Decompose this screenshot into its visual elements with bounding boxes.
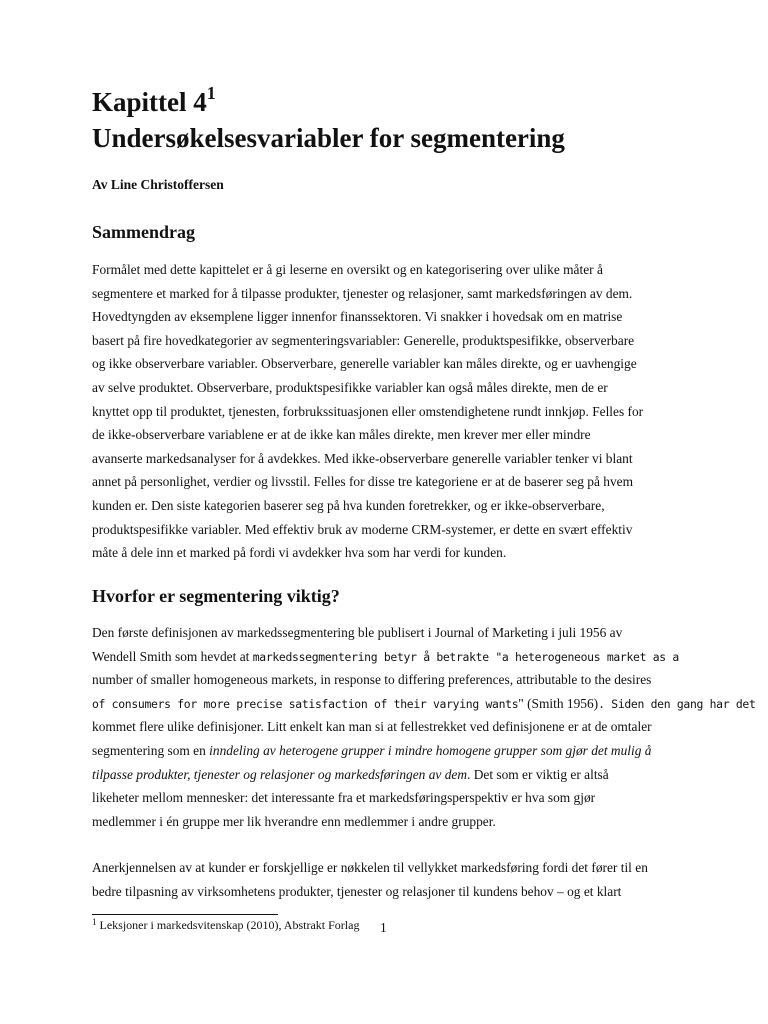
text-line: av selve produktet. Observerbare, produktspesifikke variabler kan også måles direkte, men de er [92,379,608,395]
quote-span: markedssegmentering betyr å betrakte "a heterogeneous market as a [252,649,679,664]
chapter-title-line2: Undersøkelsesvariabler for segmentering [92,123,565,153]
text-span: Wendell Smith som hevdet at [92,648,253,664]
text-line: Den første definisjonen av markedssegmentering ble publisert i Journal of Marketing i juli 1956 av [92,625,623,640]
text-line: avanserte markedsanalyser for å avdekkes. Med ikke-observerbare generelle variabler tenker vi blant [92,450,633,466]
text-line: likeheter mellom mennesker: det interessante fra et markedsføringsperspektiv er hva som gjør [92,790,596,806]
footnote [92,918,359,933]
chapter-title [92,84,732,156]
text-line [92,763,682,787]
page-number: 1 [380,920,387,935]
text-line: produktspesifikke variabler. Med effektiv bruk av moderne CRM-systemer, er dette en svært effektiv [92,521,633,537]
text-line: bedre tilpasning av virksomhetens produkter, tjenester og relasjoner til kundens behov – og et klart [92,883,622,899]
text-line [92,692,756,716]
text-span: . Det som er viktig er altså [467,766,609,782]
why-paragraph-2 [92,856,682,903]
text-line: måte å dele inn et marked på fordi vi avdekker hva som har verdi for kunden. [92,545,507,561]
text-line: Anerkjennelsen av at kunder er forskjellige er nøkkelen til vellykket markedsføring fordi det fører til en [92,860,648,875]
text-line: number of smaller homogeneous markets, in response to differing preferences, attributable to the desires [92,672,652,688]
italic-span: tilpasse produkter, tjenester og relasjoner og markedsføringen av dem [92,766,468,782]
text-line: segmentere et marked for å tilpasse produkter, tjenester og relasjoner, samt markedsføringen av dem. [92,285,633,301]
why-paragraph-1 [92,621,756,833]
title-footnote-ref[interactable]: 1 [206,83,216,103]
footnote-divider [92,914,278,915]
text-span: . Siden den gang har det [598,696,756,711]
text-line: annet på personlighet, verdier og livsstil. Felles for disse tre kategoriene er at de baserer seg på hvem [92,474,634,490]
summary-paragraph [92,258,682,565]
text-line: basert på fire hovedkategorier av segmenteringsvariabler: Generelle, produktspesifikke, observerbare [92,332,635,348]
text-line: kommet flere ulike definisjoner. Litt enkelt kan man si at fellestrekket ved definisjonene er at de omtaler [92,719,652,735]
summary-heading: Sammendrag [92,222,195,242]
text-line: kunden er. Den siste kategorien baserer seg på hva kunden foretrekker, og er ikke-observerbare, [92,497,605,513]
text-line: og ikke observerbare variabler. Observerbare, generelle variabler kan måles direkte, og er uavhengige [92,356,637,372]
text-line: de ikke-observerbare variablene er at de ikke kan måles direkte, men krever mer eller mindre [92,427,591,443]
text-line: Formålet med dette kapittelet er å gi leserne en oversikt og en kategorisering over ulike måter å [92,262,603,277]
footnote-marker: 1 [92,917,97,927]
footnote-text: Leksjoner i markedsvitenskap (2010), Abstrakt Forlag [96,918,360,932]
chapter-title-line1: Kapittel 4 [92,87,207,117]
text-line [92,739,682,763]
author-line: Av Line Christoffersen [92,177,224,192]
citation-span: " (Smith 1956) [518,695,599,711]
italic-span: inndeling av heterogene grupper i mindre homogene grupper som gjør det mulig å [209,742,652,758]
text-span: segmentering som en [92,742,210,758]
quote-span: of consumers for more precise satisfaction of their varying wants [92,696,519,711]
text-line: medlemmer i én gruppe mer lik hverandre enn medlemmer i andre grupper. [92,813,496,829]
why-heading: Hvorfor er segmentering viktig? [92,586,340,606]
text-line: knyttet opp til produktet, tjenesten, forbrukssituasjonen eller omstendighetene rundt innkjøp. Felles for [92,403,644,419]
text-line: Hovedtyngden av eksemplene ligger innenfor finanssektoren. Vi snakker i hovedsak om en matrise [92,309,623,325]
text-line [92,645,682,669]
